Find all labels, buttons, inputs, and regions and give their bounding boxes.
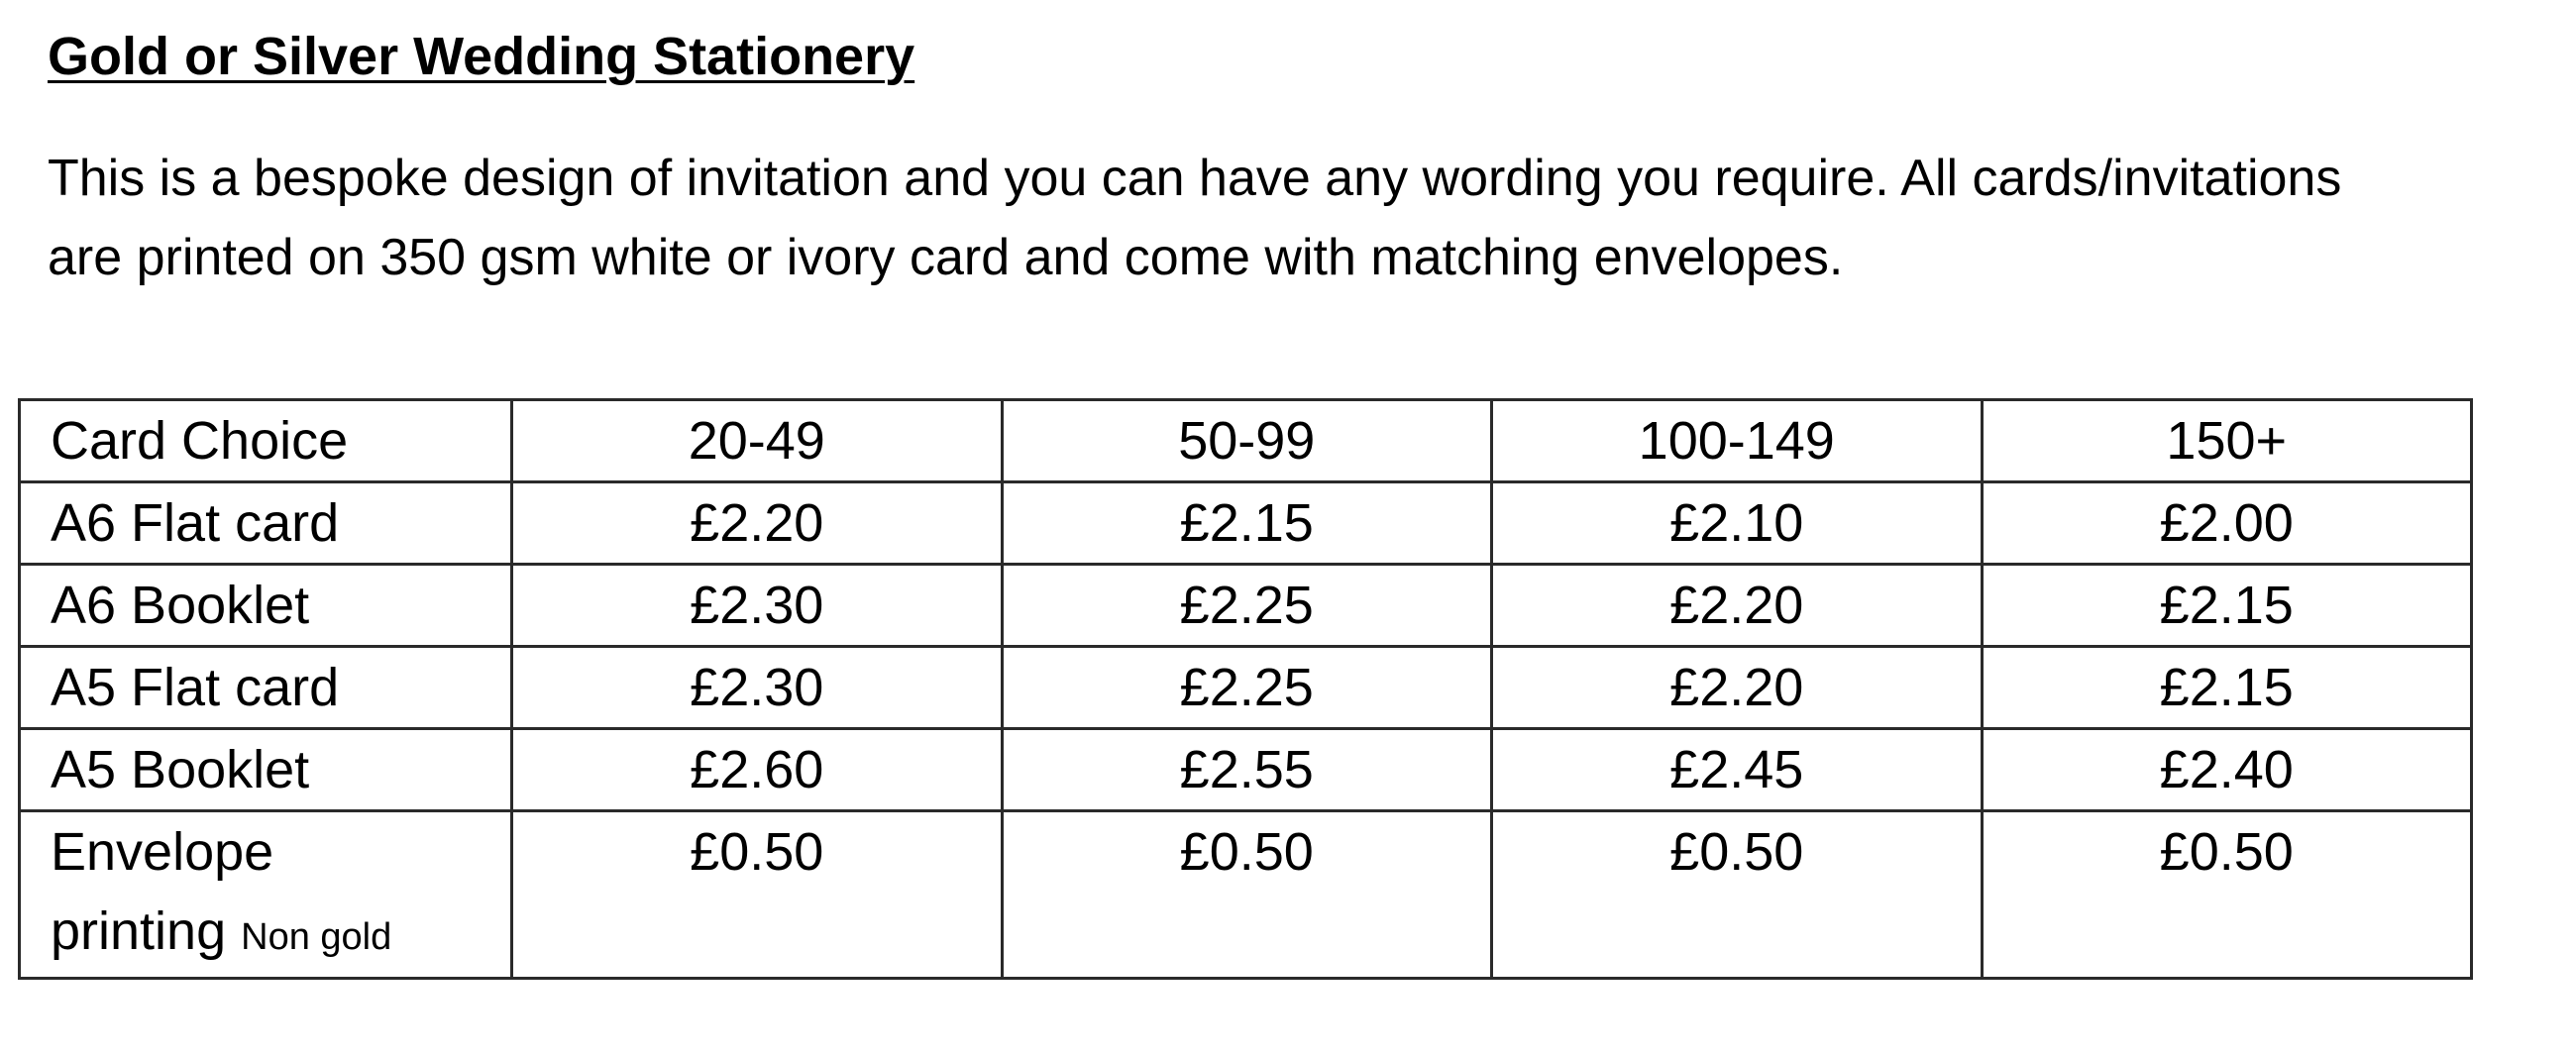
price-cell: £2.15 <box>1982 565 2472 647</box>
header-qty-150-plus: 150+ <box>1982 400 2472 482</box>
price-cell: £2.30 <box>512 647 1003 729</box>
envelope-label-printing: printing <box>51 901 227 961</box>
price-cell: £2.00 <box>1982 482 2472 565</box>
table-row <box>20 647 2472 729</box>
price-cell: £0.50 <box>1492 811 1983 979</box>
price-cell: £2.30 <box>512 565 1003 647</box>
header-card-choice: Card Choice <box>20 400 512 482</box>
intro-line-1: This is a bespoke design of invitation and you can have any wording you require. All cards/invitations <box>48 150 2342 207</box>
envelope-label-note: Non gold <box>241 916 392 958</box>
row-label-envelope <box>20 811 512 979</box>
header-qty-20-49: 20-49 <box>512 400 1003 482</box>
page-title: Gold or Silver Wedding Stationery <box>48 27 915 86</box>
price-cell: £2.45 <box>1492 729 1983 811</box>
price-cell: £2.60 <box>512 729 1003 811</box>
table-header-row <box>20 400 2472 482</box>
table-row-envelope <box>20 811 2472 979</box>
price-cell: £2.20 <box>512 482 1003 565</box>
price-cell: £0.50 <box>512 811 1003 979</box>
header-qty-50-99: 50-99 <box>1002 400 1492 482</box>
price-cell: £2.55 <box>1002 729 1492 811</box>
row-label: A5 Flat card <box>20 647 512 729</box>
price-cell: £2.15 <box>1982 647 2472 729</box>
price-table <box>18 398 2473 980</box>
table-row <box>20 482 2472 565</box>
price-cell: £2.40 <box>1982 729 2472 811</box>
intro-line-2: are printed on 350 gsm white or ivory card and come with matching envelopes. <box>48 229 1844 286</box>
price-cell: £0.50 <box>1982 811 2472 979</box>
intro-paragraph <box>48 139 2524 297</box>
price-cell: £2.15 <box>1002 482 1492 565</box>
envelope-label-line-1: Envelope <box>51 822 274 882</box>
header-qty-100-149: 100-149 <box>1492 400 1983 482</box>
price-cell: £2.25 <box>1002 647 1492 729</box>
price-cell: £0.50 <box>1002 811 1492 979</box>
envelope-label-line-2 <box>51 892 510 977</box>
price-cell: £2.10 <box>1492 482 1983 565</box>
price-cell: £2.20 <box>1492 647 1983 729</box>
price-cell: £2.25 <box>1002 565 1492 647</box>
table-row <box>20 565 2472 647</box>
row-label: A6 Flat card <box>20 482 512 565</box>
row-label: A5 Booklet <box>20 729 512 811</box>
price-cell: £2.20 <box>1492 565 1983 647</box>
row-label: A6 Booklet <box>20 565 512 647</box>
table-row <box>20 729 2472 811</box>
